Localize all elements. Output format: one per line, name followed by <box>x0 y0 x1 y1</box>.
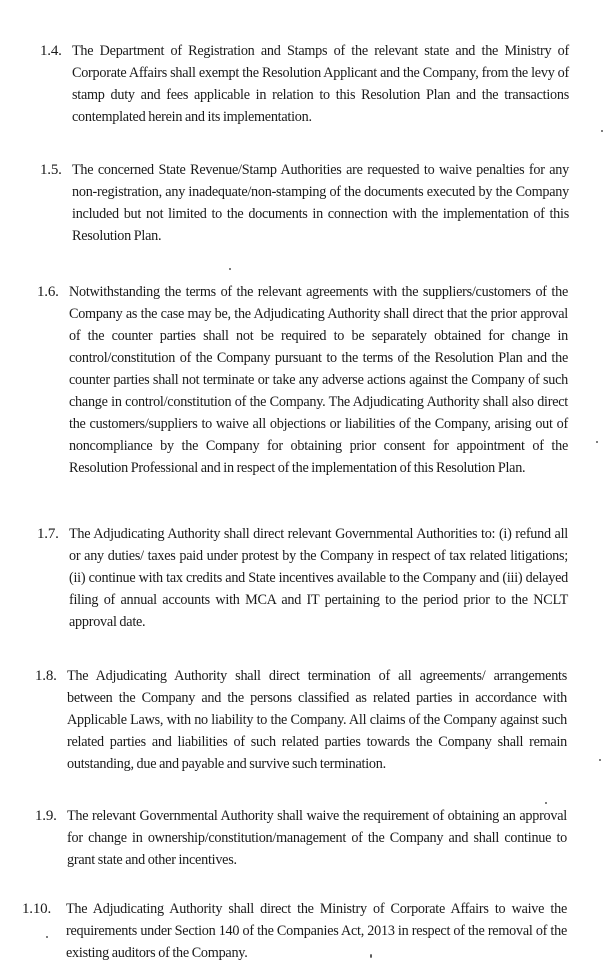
clause-number: 1.6. <box>37 284 59 300</box>
scan-speck <box>370 954 372 958</box>
clause-number: 1.10. <box>22 901 52 917</box>
scan-speck <box>46 936 48 938</box>
scan-speck <box>229 268 231 270</box>
clause-text: The Adjudicating Authority shall direct termination of all agreements/ arrangements between the Company and the persons classified as related parties in accordance with Applicable Laws, with no liability to the Company. All claims of the Company against such related parties and liabilities of such related parties towards the Company shall remain outstanding, due and payable and survive such termination. <box>67 668 567 772</box>
clause-text: Notwithstanding the terms of the relevant agreements with the suppliers/customers of the Company as the case may be, the Adjudicating Authority shall direct that the prior approval of the counter parties shall not be required to be separately obtained for change in control/constitution of the Company pursuant to the terms of the Resolution Plan and the counter parties shall not terminate or take any adverse actions against the Company of such change in control/constitution of the Company. The Adjudicating Authority shall also direct the customers/suppliers to waive all objections or liabilities of the Company, arising out of noncompliance by the Company for obtaining prior consent for appointment of the Resolution Professional and in respect of the implementation of this Resolution Plan. <box>69 284 568 476</box>
scan-speck <box>596 441 598 443</box>
clause-text: The relevant Governmental Authority shall waive the requirement of obtaining an approval for change in ownership/constitution/management of the Company and shall continue to grant state and other incentives. <box>67 808 567 868</box>
clause-number: 1.8. <box>35 668 57 684</box>
scan-speck <box>545 802 547 804</box>
clause-text: The Adjudicating Authority shall direct relevant Governmental Authorities to: (i) refund all or any duties/ taxes paid under protest by the Company in respect of tax related litigations; (ii) continue with tax credits and State incentives available to the Company and (iii) delayed filing of annual accounts with MCA and IT pertaining to the period prior to the NCLT approval date. <box>69 526 568 630</box>
clause-number: 1.9. <box>35 808 57 824</box>
clause-number: 1.5. <box>40 162 62 178</box>
clause-text: The Department of Registration and Stamps of the relevant state and the Ministry of Corporate Affairs shall exempt the Resolution Applicant and the Company, from the levy of stamp duty and fees applicable in relation to this Resolution Plan and the transactions contemplated herein and its implementation. <box>72 43 569 125</box>
scan-speck <box>599 759 601 761</box>
clause-text: The Adjudicating Authority shall direct the Ministry of Corporate Affairs to waive the requirements under Section 140 of the Companies Act, 2013 in respect of the removal of the existing auditors of the Company. <box>66 901 567 961</box>
scan-speck <box>601 130 603 132</box>
clause-text: The concerned State Revenue/Stamp Authorities are requested to waive penalties for any non-registration, any inadequate/non-stamping of the documents executed by the Company included but not limited to the documents in connection with the implementation of this Resolution Plan. <box>72 162 569 244</box>
clause-number: 1.7. <box>37 526 59 542</box>
clause-number: 1.4. <box>40 43 62 59</box>
